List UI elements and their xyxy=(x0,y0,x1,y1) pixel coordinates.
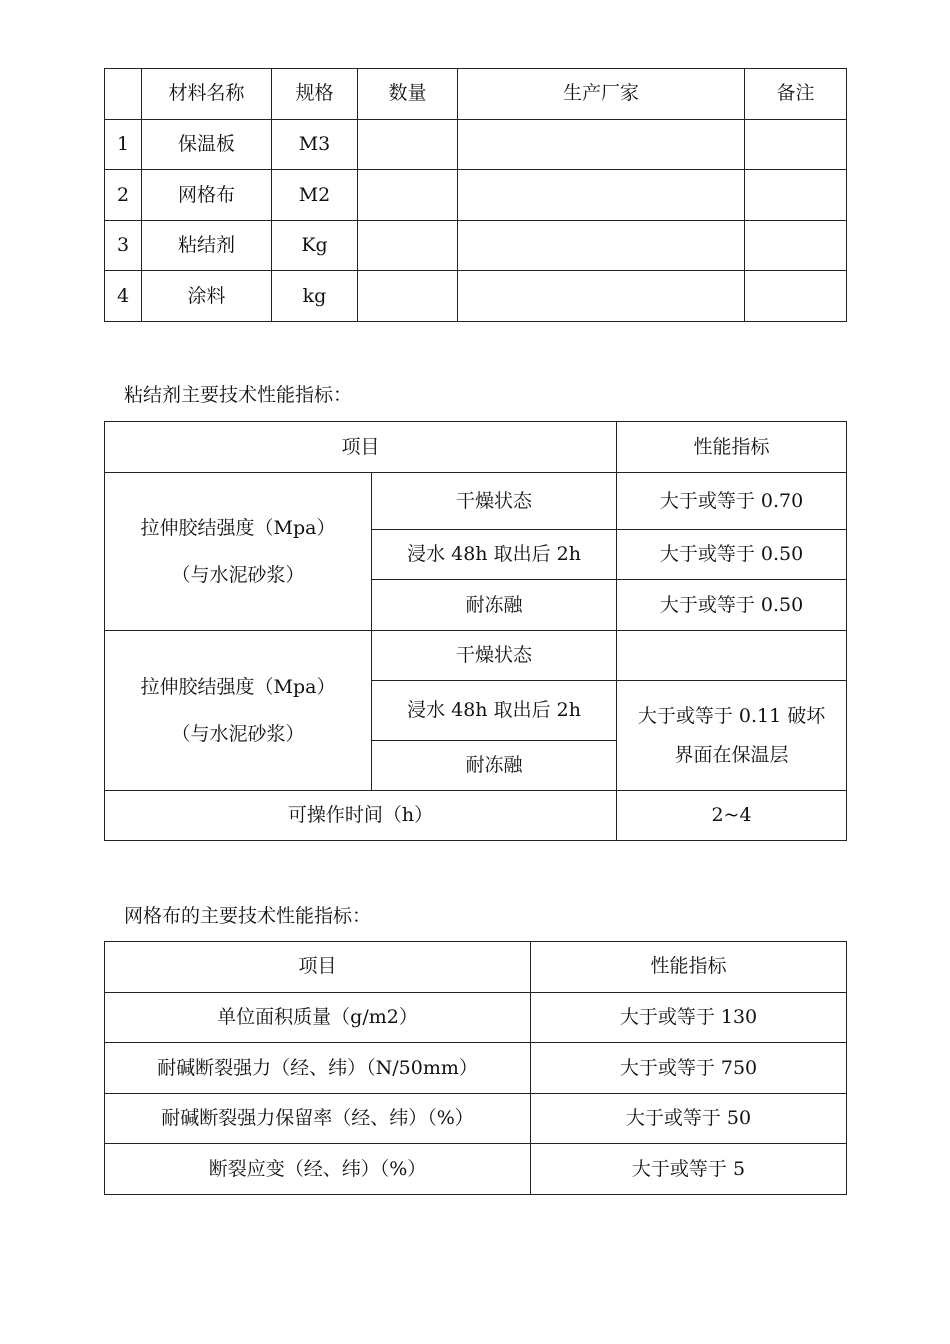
table-row xyxy=(105,170,847,221)
table-header-row xyxy=(105,69,847,120)
header-cell: 规格 xyxy=(272,69,358,120)
material-qty xyxy=(358,170,458,221)
group-label-line1: 拉伸胶结强度（Mpa） xyxy=(140,675,336,698)
table-row xyxy=(105,992,847,1043)
header-cell xyxy=(105,69,142,120)
material-maker xyxy=(458,271,745,322)
line-gap xyxy=(105,541,371,563)
material-name: 保温板 xyxy=(142,119,272,170)
value-cell: 大于或等于 5 xyxy=(531,1144,847,1195)
adhesive-caption: 粘结剂主要技术性能指标： xyxy=(124,384,353,406)
item-cell: 断裂应变（经、纬）（%） xyxy=(105,1144,531,1195)
material-name: 粘结剂 xyxy=(142,220,272,271)
table-row xyxy=(105,1043,847,1094)
row-number: 4 xyxy=(105,271,142,322)
value-cell: 大于或等于 750 xyxy=(531,1043,847,1094)
mesh-caption: 网格布的主要技术性能指标： xyxy=(124,905,372,927)
material-spec: kg xyxy=(272,271,358,322)
group-label-line2: （与水泥砂浆） xyxy=(171,722,305,745)
table-row xyxy=(105,220,847,271)
value-cell: 大于或等于 0.50 xyxy=(617,580,847,631)
header-cell: 数量 xyxy=(358,69,458,120)
condition-cell: 耐冻融 xyxy=(372,580,617,631)
condition-cell: 耐冻融 xyxy=(372,741,617,791)
adhesive-performance-table xyxy=(104,421,847,841)
material-note xyxy=(745,119,847,170)
line-gap xyxy=(105,700,371,722)
material-note xyxy=(745,220,847,271)
material-qty xyxy=(358,271,458,322)
header-cell: 生产厂家 xyxy=(458,69,745,120)
material-maker xyxy=(458,170,745,221)
material-spec: Kg xyxy=(272,220,358,271)
table-row xyxy=(105,631,847,681)
material-qty xyxy=(358,119,458,170)
condition-cell: 浸水 48h 取出后 2h xyxy=(372,681,617,741)
material-maker xyxy=(458,119,745,170)
table-header-row xyxy=(105,942,847,993)
material-name: 涂料 xyxy=(142,271,272,322)
condition-cell: 干燥状态 xyxy=(372,631,617,681)
material-spec: M2 xyxy=(272,170,358,221)
group-label xyxy=(105,631,372,791)
material-note xyxy=(745,271,847,322)
item-cell: 耐碱断裂强力（经、纬）（N/50mm） xyxy=(105,1043,531,1094)
value-cell: 大于或等于 130 xyxy=(531,992,847,1043)
group-label-line2: （与水泥砂浆） xyxy=(171,563,305,586)
line-gap xyxy=(617,729,846,743)
condition-cell: 干燥状态 xyxy=(372,473,617,530)
merged-value-line1: 大于或等于 0.11 破坏 xyxy=(637,704,826,727)
value-cell: 大于或等于 0.70 xyxy=(617,473,847,530)
header-index: 性能指标 xyxy=(617,422,847,473)
header-cell: 材料名称 xyxy=(142,69,272,120)
work-time-value: 2~4 xyxy=(617,791,847,841)
materials-table xyxy=(104,68,847,322)
material-spec: M3 xyxy=(272,119,358,170)
item-cell: 耐碱断裂强力保留率（经、纬）（%） xyxy=(105,1093,531,1144)
value-cell xyxy=(617,631,847,681)
item-cell: 单位面积质量（g/m2） xyxy=(105,992,531,1043)
merged-value-line2: 界面在保温层 xyxy=(674,743,789,766)
group-label xyxy=(105,473,372,631)
table-row xyxy=(105,1093,847,1144)
merged-value-cell xyxy=(617,681,847,791)
table-row xyxy=(105,119,847,170)
header-index: 性能指标 xyxy=(531,942,847,993)
condition-cell: 浸水 48h 取出后 2h xyxy=(372,530,617,580)
header-item: 项目 xyxy=(105,422,617,473)
table-row xyxy=(105,473,847,530)
group-label-line1: 拉伸胶结强度（Mpa） xyxy=(140,516,336,539)
row-number: 1 xyxy=(105,119,142,170)
value-cell: 大于或等于 0.50 xyxy=(617,530,847,580)
row-number: 3 xyxy=(105,220,142,271)
row-number: 2 xyxy=(105,170,142,221)
table-header-row xyxy=(105,422,847,473)
work-time-label: 可操作时间（h） xyxy=(105,791,617,841)
table-row xyxy=(105,271,847,322)
value-cell: 大于或等于 50 xyxy=(531,1093,847,1144)
table-row xyxy=(105,791,847,841)
mesh-performance-table xyxy=(104,941,847,1195)
material-note xyxy=(745,170,847,221)
material-qty xyxy=(358,220,458,271)
table-row xyxy=(105,1144,847,1195)
material-name: 网格布 xyxy=(142,170,272,221)
header-cell: 备注 xyxy=(745,69,847,120)
material-maker xyxy=(458,220,745,271)
header-item: 项目 xyxy=(105,942,531,993)
